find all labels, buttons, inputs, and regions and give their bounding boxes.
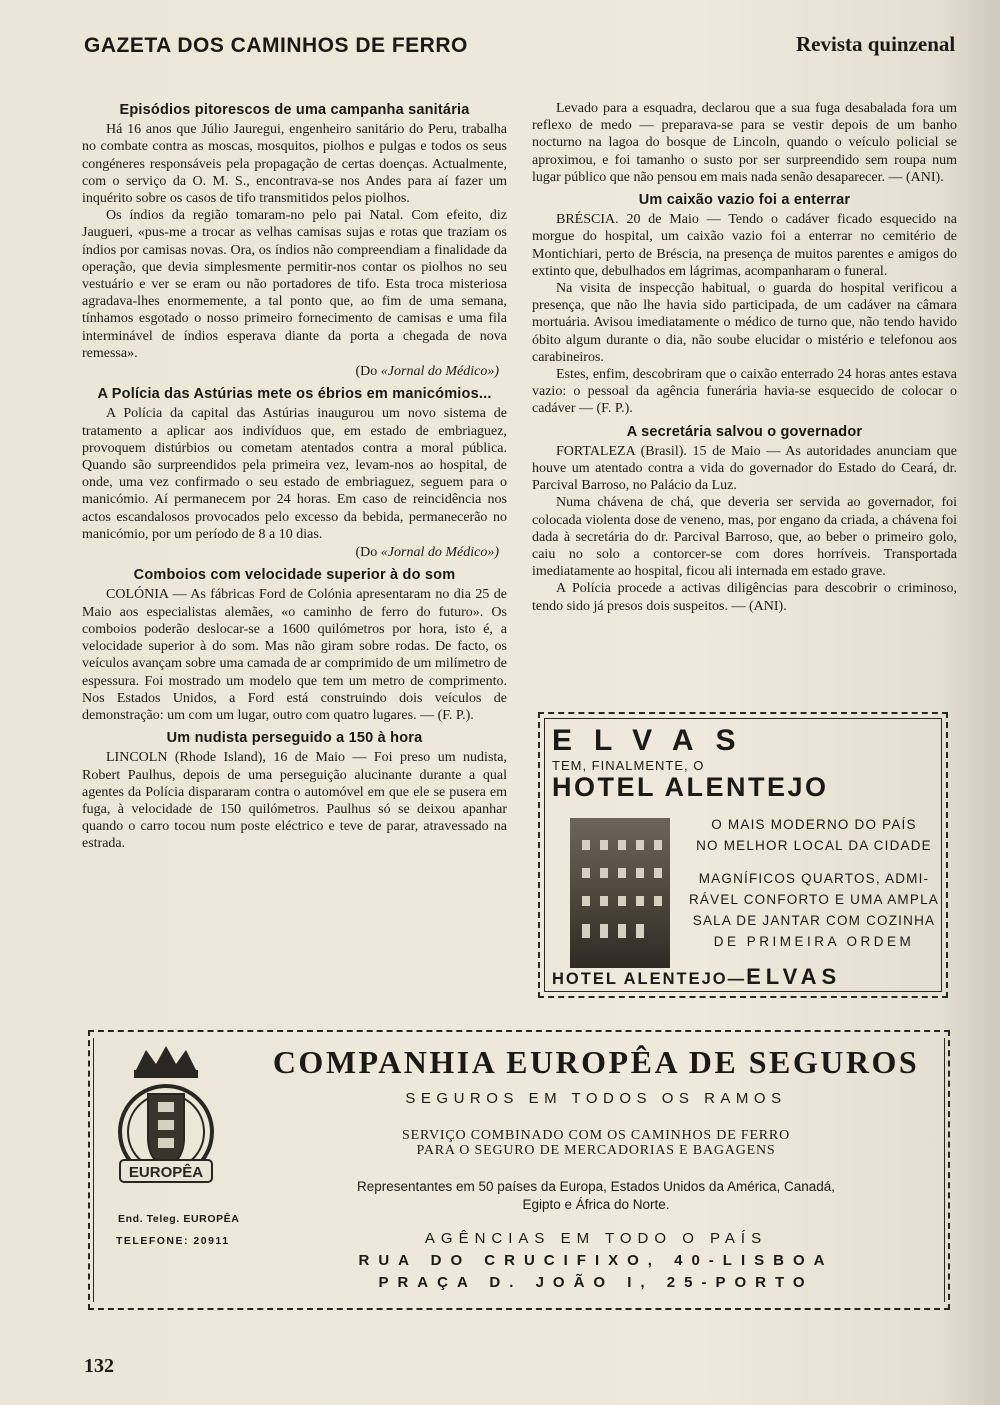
article-paragraph: Há 16 anos que Júlio Jauregui, engenheiro sanitário do Peru, trabalha no combate contra as moscas, mosquitos, piolhos e pulgas e todos os seus congéneres responsáveis pela propagação de certas doenças. Actualmente, com o serviço da O. M. S., encontrava-se nos Andes para aí fazer um inquérito sobre os casos de tifo transmitidos pelos piolhos. — [82, 122, 507, 207]
service-description — [256, 1128, 936, 1158]
article-title: A secretária salvou o governador — [626, 423, 863, 440]
article-paragraph: A Polícia procede a activas diligências para descobrir o criminoso, tendo sido já presos dois suspeitos. — (ANI). — [532, 581, 957, 614]
hotel-line: NO MELHOR LOCAL DA CIDADE — [696, 838, 932, 853]
article-title: Episódios pitorescos de uma campanha sanitária — [119, 102, 470, 118]
article-paragraph: FORTALEZA (Brasil). 15 de Maio — As autoridades anunciam que houve um atentado contra a vida do governador do Estado do Ceará, dr. Parcival Barroso, no Palácio da Luz. — [532, 443, 957, 494]
hotel-description — [686, 814, 942, 952]
masthead-title: GAZETA DOS CAMINHOS DE FERRO — [84, 34, 468, 57]
source-prefix: (Do — [355, 364, 381, 380]
hotel-town: ELVAS — [552, 724, 758, 757]
insurance-advertisement — [88, 1030, 950, 1310]
article-paragraph: Numa chávena de chá, que deveria ser servida ao governador, foi colocada violenta dose de veneno, mas, por engano da criada, a chávena foi dada à secretária do dr. Parcival Barroso, que, ao beber o primeiro golo, caiu no solo a contorcer-se com dores horríveis. Transportada imediatamente ao hospital, ficou ali internada em estado grave. — [532, 495, 957, 580]
hotel-line: O MAIS MODERNO DO PAÍS — [711, 817, 917, 832]
hotel-name: HOTEL ALENTEJO — [552, 772, 829, 802]
article-paragraph: A Polícia da capital das Astúrias inaugurou um novo sistema de tratamento a aplicar aos indivíduos que, em estado de embriaguez, provoquem distúrbios ou cometam atentados contra a moral pública. Quando são surpreendidos pela primeira vez, levam-nos ao hospital, de onde, uma vez confirmado o seu estado de embriaguez, seguem para o manicómio. Aí permanecem por 24 horas. Em caso de reincidência nos actos escandalosos provocados pelo excesso da bebida, permanecerão no manicómio, por um período de 8 a 10 dias. — [82, 406, 507, 542]
company-slogan: SEGUROS EM TODOS OS RAMOS — [405, 1090, 787, 1107]
hotel-tagline: TEM, FINALMENTE, O — [552, 758, 705, 773]
page-number: 132 — [84, 1355, 114, 1377]
article-title: Um caixão vazio foi a enterrar — [638, 192, 851, 209]
article-title: A Polícia das Astúrias mete os ébrios em manicómios... — [97, 386, 492, 403]
right-column — [532, 100, 957, 615]
article-paragraph: COLÓNIA — As fábricas Ford de Colónia apresentaram no dia 25 de Maio aos especialistas alemães, «o caminho de ferro do futuro». Os comboios poderão deslocar-se a 1600 quilómetros por hora, isto é, a velocidade superior à do som. Mas não giram sobre rodas. De facto, os veículos avançam sobre uma camada de ar comprimido de um milímetro de espessura. Foi mostrado um modelo que tem um metro de comprimento. Nos Estados Unidos, a Ford está construindo dois veículos de demonstração: um com um lugar, outro com quatro lugares. — (F. P.). — [82, 587, 507, 723]
article-paragraph: Na visita de inspecção habitual, o guarda do hospital verificou a presença, que não lhe havia sido participada, de um cadáver na câmara mortuária. Avisou imediatamente o médico de turno que, não tendo havido óbito algum durante o dia, não soube elucidar o mistério e telefonou aos carabineiros. — [532, 281, 957, 365]
source-name: «Jornal do Médico») — [380, 545, 499, 561]
representatives-line: Egipto e África do Norte. — [522, 1197, 670, 1212]
hotel-building-photo — [570, 818, 670, 968]
hotel-line: RÁVEL CONFORTO E UMA AMPLA — [688, 892, 939, 907]
article-source — [82, 363, 499, 380]
representatives-line: Representantes em 50 países da Europa, Estados Unidos da América, Canadá, — [356, 1179, 836, 1194]
hotel-line: DE PRIMEIRA ORDEM — [713, 934, 915, 949]
company-crest-icon — [106, 1042, 226, 1196]
crest-text: EUROPÊA — [128, 1164, 204, 1181]
service-line: PARA O SEGURO DE MERCADORIAS E BAGAGENS — [416, 1143, 776, 1158]
lisbon-address: RUA DO CRUCIFIXO, 40-LISBOA — [358, 1252, 834, 1269]
hotel-line: MAGNÍFICOS QUARTOS, ADMI- — [698, 871, 930, 886]
agencies: AGÊNCIAS EM TODO O PAÍS — [424, 1230, 768, 1247]
article-paragraph: LINCOLN (Rhode Island), 16 de Maio — Foi preso um nudista, Robert Paulhus, depois de uma perseguição alucinante durante a qual agentes da Polícia dispararam contra o automóvel em que ele se pusera em fuga, à velocidade de 150 quilómetros. Paulhus só se deixou apanhar quando o carro tocou num poste eléctrico e teve de parar, atravessado na estrada. — [82, 750, 507, 852]
representatives — [256, 1178, 936, 1214]
porto-address: PRAÇA D. JOÃO I, 25-PORTO — [378, 1274, 814, 1291]
telegraph-address: End. Teleg. EUROPÊA — [118, 1213, 240, 1225]
source-name: «Jornal do Médico») — [380, 364, 499, 380]
telephone-number: TELEFONE: 20911 — [116, 1235, 230, 1247]
source-prefix: (Do — [355, 545, 381, 561]
masthead-subtitle: Revista quinzenal — [796, 32, 956, 56]
article-paragraph: Levado para a esquadra, declarou que a sua fuga desabalada fora um reflexo de medo — preparava-se para se vestir depois de um banho nocturno na lagoa do bosque de Lincoln, quando o veículo policial se aproximou, e foi tamanho o susto por ser surpreendido sem roupa num lugar público que não pensou em mais nada senão desaparecer. — (ANI). — [532, 101, 957, 185]
hotel-footer — [552, 964, 841, 990]
left-column — [82, 100, 507, 853]
article-paragraph: Os índios da região tomaram-no pelo pai Natal. Com efeito, diz Jaugueri, «pus-me a trocar as velhas camisas sujas e rotas que traziam os índios por camisas novas. Ora, os índios não compreendiam a finalidade da operação, que devia simplesmente permitir-nos contar os piolhos no seu vestuário e ver se eram ou não portadores de tifo. Esta troca misteriosa agradava-lhes enormemente, a tal ponto que, ao fim de uma semana, tínhamos esgotado o nosso primeiro fornecimento de camisas e uma fila interminável de índios esperava diante da porta a chegada de nova remessa». — [82, 208, 507, 361]
article-paragraph: Estes, enfim, descobriram que o caixão enterrado 24 horas antes estava vazio: o pessoal da agência funerária havia-se esquecido de colocar o cadáver — (F. P.). — [532, 367, 957, 417]
hotel-footer-name: HOTEL ALENTEJO— — [552, 970, 747, 988]
hotel-footer-town: ELVAS — [746, 964, 842, 989]
article-title: Um nudista perseguido a 150 à hora — [166, 730, 423, 747]
company-name: COMPANHIA EUROPÊA DE SEGUROS — [272, 1044, 920, 1080]
hotel-line: SALA DE JANTAR COM COZINHA — [692, 913, 936, 928]
article-source — [82, 544, 499, 561]
hotel-advertisement — [538, 712, 948, 998]
article-paragraph: BRÉSCIA. 20 de Maio — Tendo o cadáver ficado esquecido na morgue do hospital, um caixão vazio foi a enterrar no cemitério de Montichiari, perto de Bréscia, na presença de muitos parentes e amigos do extinto que, debulhados em lágrimas, acompanharam o funeral. — [532, 212, 957, 279]
article-title: Comboios com velocidade superior à do som — [133, 567, 456, 584]
service-line: SERVIÇO COMBINADO COM OS CAMINHOS DE FERRO — [402, 1128, 790, 1143]
